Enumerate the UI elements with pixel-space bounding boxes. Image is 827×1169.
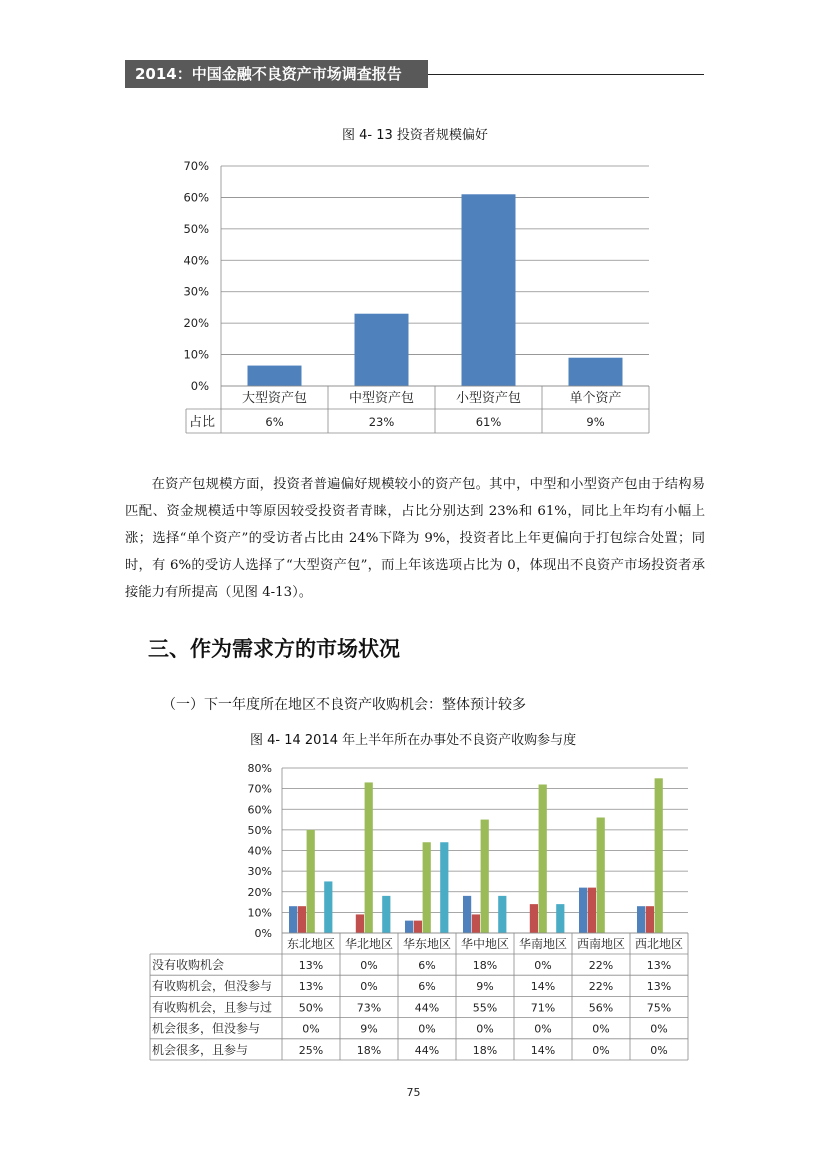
series-label: 有收购机会，且参与过	[152, 1000, 273, 1015]
bar	[440, 842, 448, 933]
category-label: 小型资产包	[455, 391, 522, 406]
bar	[530, 904, 538, 933]
body-paragraph: 在资产包规模方面，投资者普遍偏好规模较小的资产包。其中，中型和小型资产包由于结构易匹配、资金规模适中等原因较受投资者青睐，占比分别达到 23%和 61%，同比上年均有小幅上涨；选择“单个资产”的受访者占比由 24%下降为 9%，投资者比上年更偏向于打包综合处置；同时，有 6%的受访人选择了“大型资产包”，而上年该选项占比为 0，体现出不良资产市场投资者承接能力有所提高（见图 4-13）。	[125, 477, 705, 600]
bar	[307, 830, 315, 933]
bar	[382, 896, 390, 933]
data-label: 73%	[356, 1001, 382, 1015]
data-label: 44%	[414, 1001, 440, 1015]
data-label: 0%	[476, 1022, 494, 1036]
y-tick-label: 40%	[183, 253, 209, 268]
bar	[539, 785, 547, 934]
data-label: 9%	[360, 1022, 378, 1036]
data-label: 0%	[592, 1022, 610, 1036]
bar	[637, 906, 645, 933]
y-tick-label: 0%	[254, 927, 272, 940]
data-label: 23%	[368, 415, 395, 429]
bar	[356, 914, 364, 933]
data-label: 44%	[414, 1043, 440, 1057]
bar	[646, 906, 654, 933]
bar	[324, 881, 332, 933]
data-label: 22%	[588, 959, 614, 972]
data-label: 14%	[530, 1043, 556, 1057]
category-label: 单个资产	[569, 391, 622, 406]
y-tick-label: 20%	[183, 316, 209, 331]
section-title: 三、作为需求方的市场状况	[148, 637, 400, 661]
y-tick-label: 60%	[183, 190, 209, 205]
bar	[414, 921, 422, 933]
data-label: 13%	[646, 959, 672, 972]
bar	[498, 896, 506, 933]
subsection-title: （一）下一年度所在地区不良资产收购机会：整体预计较多	[162, 697, 526, 713]
figure1-title: 图 4- 13 投资者规模偏好	[342, 128, 488, 143]
category-label: 西北地区	[634, 937, 684, 951]
category-label: 华中地区	[460, 937, 510, 951]
bar	[597, 818, 605, 934]
category-label: 华东地区	[402, 937, 452, 951]
data-label: 25%	[298, 1043, 324, 1057]
data-label: 0%	[418, 1022, 436, 1036]
y-tick-label: 30%	[247, 865, 272, 879]
category-label: 东北地区	[286, 937, 336, 951]
data-label: 0%	[650, 1022, 668, 1036]
y-tick-label: 10%	[247, 906, 272, 920]
page-number: 75	[406, 1086, 421, 1099]
bar	[588, 888, 596, 933]
series-label: 有收购机会，但没参与	[152, 979, 273, 994]
data-label: 18%	[356, 1043, 382, 1057]
data-label: 6%	[265, 415, 284, 429]
y-tick-label: 20%	[247, 885, 272, 899]
y-tick-label: 50%	[183, 221, 209, 236]
bar	[579, 888, 587, 933]
y-tick-label: 60%	[247, 803, 272, 817]
data-label: 56%	[588, 1001, 614, 1015]
data-label: 0%	[534, 959, 552, 972]
data-label: 13%	[298, 959, 324, 972]
y-tick-label: 70%	[183, 159, 209, 173]
data-label: 0%	[650, 1043, 668, 1057]
data-label: 75%	[646, 1001, 672, 1015]
data-label: 6%	[418, 959, 436, 972]
data-label: 50%	[298, 1001, 324, 1015]
series-label: 占比	[189, 415, 216, 430]
data-label: 0%	[592, 1043, 610, 1057]
data-label: 61%	[475, 415, 502, 429]
bar	[655, 778, 663, 933]
bar	[463, 896, 471, 933]
series-label: 机会很多，且参与	[152, 1042, 249, 1057]
data-label: 0%	[360, 959, 378, 972]
figure2-title: 图 4- 14 2014 年上半年所在办事处不良资产收购参与度	[250, 733, 577, 748]
category-label: 中型资产包	[348, 391, 415, 406]
series-label: 没有收购机会	[152, 958, 225, 972]
data-label: 6%	[418, 980, 436, 994]
data-label: 0%	[360, 980, 378, 994]
data-label: 9%	[586, 415, 605, 429]
data-label: 0%	[534, 1022, 552, 1036]
data-label: 18%	[472, 1043, 498, 1057]
bar	[298, 906, 306, 933]
data-label: 22%	[588, 980, 614, 994]
bar	[365, 782, 373, 933]
data-label: 14%	[530, 980, 556, 994]
y-tick-label: 80%	[247, 762, 272, 775]
category-label: 西南地区	[576, 937, 626, 951]
data-label: 0%	[302, 1022, 320, 1036]
category-label: 华南地区	[518, 937, 568, 951]
data-label: 71%	[530, 1001, 556, 1015]
data-label: 18%	[472, 959, 498, 972]
series-label: 机会很多，但没参与	[152, 1021, 261, 1036]
data-label: 13%	[646, 980, 672, 994]
y-tick-label: 40%	[247, 844, 272, 858]
bar	[472, 914, 480, 933]
bar	[405, 921, 413, 933]
y-tick-label: 10%	[183, 347, 209, 362]
y-tick-label: 70%	[247, 782, 272, 796]
bar	[289, 906, 297, 933]
report-header-title: 2014：中国金融不良资产市场调查报告	[135, 65, 402, 83]
category-label: 大型资产包	[241, 391, 308, 406]
y-tick-label: 0%	[190, 379, 209, 393]
data-label: 9%	[476, 980, 494, 994]
y-tick-label: 30%	[183, 284, 209, 299]
data-label: 55%	[472, 1001, 498, 1015]
category-label: 华北地区	[344, 937, 394, 951]
bar	[481, 820, 489, 933]
bar	[423, 842, 431, 933]
y-tick-label: 50%	[247, 823, 272, 837]
data-label: 13%	[298, 980, 324, 994]
bar	[556, 904, 564, 933]
